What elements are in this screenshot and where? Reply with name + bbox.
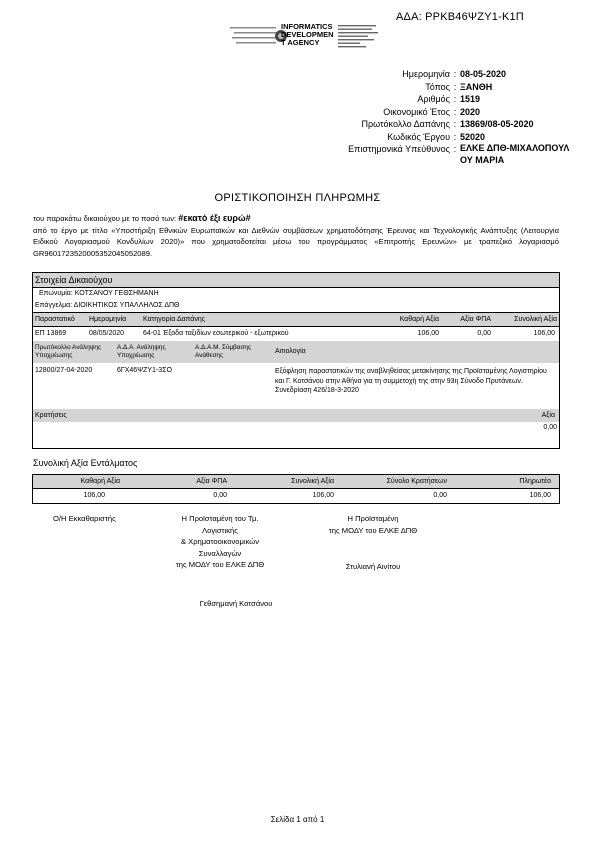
meta-row-protocol: Πρωτόκολλο Δαπάνης : 13869/08-05-2020 [361, 119, 534, 129]
page-title: ΟΡΙΣΤΙΚΟΠΟΙΗΣΗ ΠΛΗΡΩΜΗΣ [214, 192, 381, 204]
beneficiary-job: ΔΙΟΙΚΗΤΙΚΟΣ ΥΠΑΛΛΗΛΟΣ ΔΠΘ [73, 302, 180, 309]
meta-row-number: Αριθμός : 1519 [417, 94, 481, 104]
withholdings-value: 0,00 [543, 424, 557, 431]
logo [228, 23, 398, 49]
signature-clearer-title: Ο/Η Εκκαθαριστής [53, 514, 116, 523]
invoice-row: ΕΠ 13869 08/05/2020 64-01 Έξοδα ταξιδίων εσωτερικού - εξωτερικού 106,00 0,00 106,00 [35, 330, 555, 337]
invoice-header-row: Παραστατικό Ημερομηνία Κατηγορία Δαπάνης Καθαρή Αξία Αξία ΦΠΑ Συνολική Αξία [33, 313, 559, 327]
meta-block [300, 68, 570, 166]
meta-row-fiscal-year: Οικονομικό Έτος : 2020 [383, 106, 481, 117]
meta-row-supervisor: Επιστημονικά Υπεύθυνος : ΕΛΚΕ ΔΠΘ-ΜΙΧΑΛΟΠΟΥΛΟΥ ΜΑΡΙΑ [348, 143, 570, 165]
beneficiary-job-row: Επάγγελμα: ΔΙΟΙΚΗΤΙΚΟΣ ΥΠΑΛΛΗΛΟΣ ΔΠΘ [33, 300, 559, 313]
beneficiary-header: Στοιχεία Δικαιούχου [33, 273, 559, 288]
meta-row-project-code: Κωδικός Έργου : 52020 [387, 131, 486, 142]
commitment-header-row: Πρωτόκολλο Ανάληψης Υποχρέωσης Α.Δ.Α. Ανάληψης Υποχρέωσης Α.Δ.Α.Μ. Σύμβασης Ανάθεσης Αιτιολογία [33, 341, 559, 363]
payment-paragraph [33, 213, 559, 259]
logo-text-block-icon [228, 23, 278, 49]
beneficiary-box [32, 272, 560, 449]
beneficiary-name: ΚΟΤΣΑΝΟΥ ΓΕΘΣΗΜΑΝΗ [74, 290, 159, 297]
signature-clearer-name: Γεθσημανή Κοτσάνου [199, 599, 273, 608]
meta-row-date: Ημερομηνία : 08-05-2020 [402, 69, 507, 79]
total-title: Συνολική Αξία Εντάλματος [33, 458, 138, 468]
beneficiary-name-row: Επωνυμία: ΚΟΤΣΑΝΟΥ ΓΕΘΣΗΜΑΝΗ [39, 290, 159, 297]
payment-amount: #εκατό έξι ευρώ# [178, 213, 251, 223]
total-value-row: 106,00 0,00 106,00 0,00 106,00 [83, 492, 551, 499]
logo-wordmark: INFORMATICS DEVELOPMEN T AGENCY [281, 22, 334, 47]
logo-subtext-icon [338, 24, 398, 50]
total-header-row: Καθαρή Αξία Αξία ΦΠΑ Συνολική Αξία Σύνολο Κρατήσεων Πληρωτέο [33, 475, 559, 489]
signature-modu-head: Η Προϊσταμένη της ΜΟΔΥ του ΕΛΚΕ ΔΠΘ [328, 514, 418, 535]
commitment-row: 12800/27-04-2020 6ΓΧ46ΨΖΥ1-3ΣΟ Εξόφληση παραστατικών της αναβληθείσας μετακίνησης της Προϊσταμένης Λογιστηρίου και Γ. Κοτσάνου στην Αθήνα για τη συμμετοχή της στην 93η Σύνοδο Πρυτάνεων. Συνεδρίαση 426/18-3-2020 [35, 367, 547, 394]
withholdings-header-row: Κρατήσεις Αξία [33, 409, 559, 422]
signature-accounting-head: Η Προϊσταμένη του Τμ. Λογιστικής & Χρηματοοικονομικών Συναλλαγών της ΜΟΔΥ του ΕΛΚΕ ΔΠΘ [175, 514, 265, 569]
ada-code: ΑΔΑ: ΡΡΚΒ46ΨΖΥ1-Κ1Π [396, 11, 524, 23]
signature-modu-head-name: Στυλιανή Αινίτου [345, 562, 401, 571]
page-footer: Σελίδα 1 από 1 [270, 815, 325, 824]
meta-row-place: Τόπος : ΞΑΝΘΗ [425, 81, 493, 92]
paragraph-intro: του παρακάτω δικαιούχου με το ποσό των: [33, 214, 177, 223]
paragraph-body: από το έργο με τίτλο «Υποστήριξη Εθνικών Ευρωπαϊκών και Διεθνών συμβάσεων χρηματοδότησης Έρευνας και Τεχνολογικής Ανάπτυξης (Λειτουργία Ειδικού Λογαριασμού Κονδυλίων 2020)» που χρηματοδοτείται μέσω του προγράμματος «Επιτροπής Ερευνών» με τραπεζικό λογαριασμό GR9601723520005352045052089. [33, 225, 559, 258]
total-table [32, 474, 560, 504]
